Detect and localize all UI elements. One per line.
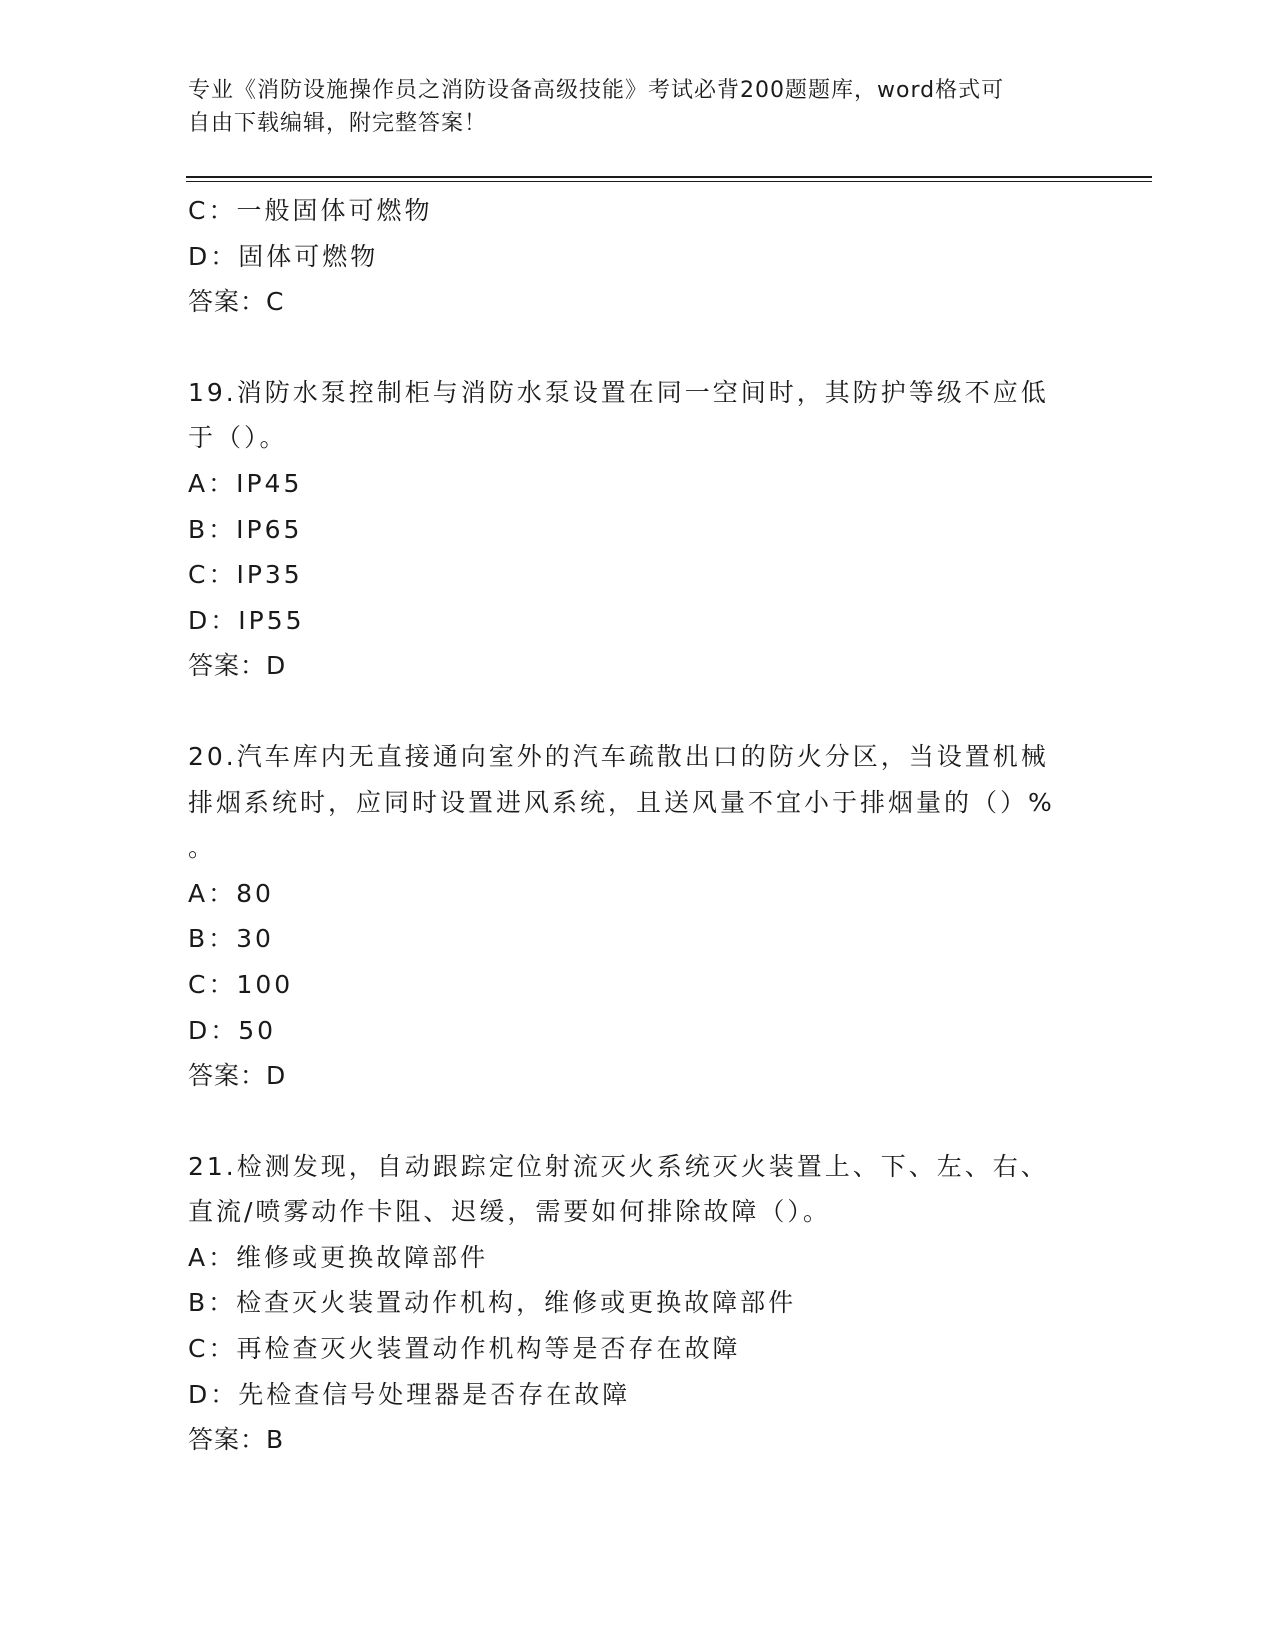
answer: 答案：C [188, 287, 285, 317]
option-b: B：IP65 [188, 514, 303, 544]
option-d: D：50 [188, 1015, 277, 1045]
page-header [188, 74, 1068, 140]
option-a: A：IP45 [188, 468, 303, 498]
question-stem: 19.消防水泵控制柜与消防水泵设置在同一空间时，其防护等级不应低 [188, 377, 1049, 407]
question-stem: 。 [188, 833, 217, 863]
question-stem: 21.检测发现，自动跟踪定位射流灭火系统灭火装置上、下、左、右、 [188, 1151, 1049, 1181]
spacer [188, 325, 1088, 370]
option-c: C：IP35 [188, 560, 303, 590]
option-d: D：先检查信号处理器是否存在故障 [188, 1379, 631, 1409]
option-c: C：一般固体可燃物 [188, 196, 433, 225]
question-stem: 20.汽车库内无直接通向室外的汽车疏散出口的防火分区，当设置机械 [188, 741, 1049, 771]
answer: 答案：D [188, 651, 287, 681]
question-19 [188, 370, 1088, 689]
question-content [188, 188, 1088, 1463]
answer: 答案：B [188, 1425, 285, 1455]
header-divider-thin [186, 181, 1152, 182]
answer: 答案：D [188, 1061, 287, 1091]
header-line-2: 自由下载编辑，附完整答案！ [188, 111, 488, 136]
question-21 [188, 1144, 1088, 1463]
option-a: A：维修或更换故障部件 [188, 1242, 489, 1272]
header-divider [186, 176, 1152, 178]
spacer [188, 689, 1088, 734]
option-c: C：再检查灭火装置动作机构等是否存在故障 [188, 1334, 741, 1364]
spacer [188, 1099, 1088, 1144]
option-d: D：IP55 [188, 605, 305, 635]
question-stem: 于（）。 [188, 423, 288, 453]
option-a: A：80 [188, 878, 274, 908]
question-stem: 直流/喷雾动作卡阻、迟缓，需要如何排除故障（）。 [188, 1197, 831, 1227]
question-stem: 排烟系统时，应同时设置进风系统，且送风量不宜小于排烟量的（）% [188, 787, 1055, 817]
header-line-1: 专业《消防设施操作员之消防设备高级技能》考试必背200题题库，word格式可 [188, 78, 1005, 103]
question-20 [188, 734, 1088, 1099]
option-c: C：100 [188, 969, 294, 999]
option-b: B：30 [188, 924, 274, 954]
option-d: D：固体可燃物 [188, 241, 379, 271]
previous-question-tail [188, 188, 1088, 325]
option-b: B：检查灭火装置动作机构，维修或更换故障部件 [188, 1288, 797, 1318]
